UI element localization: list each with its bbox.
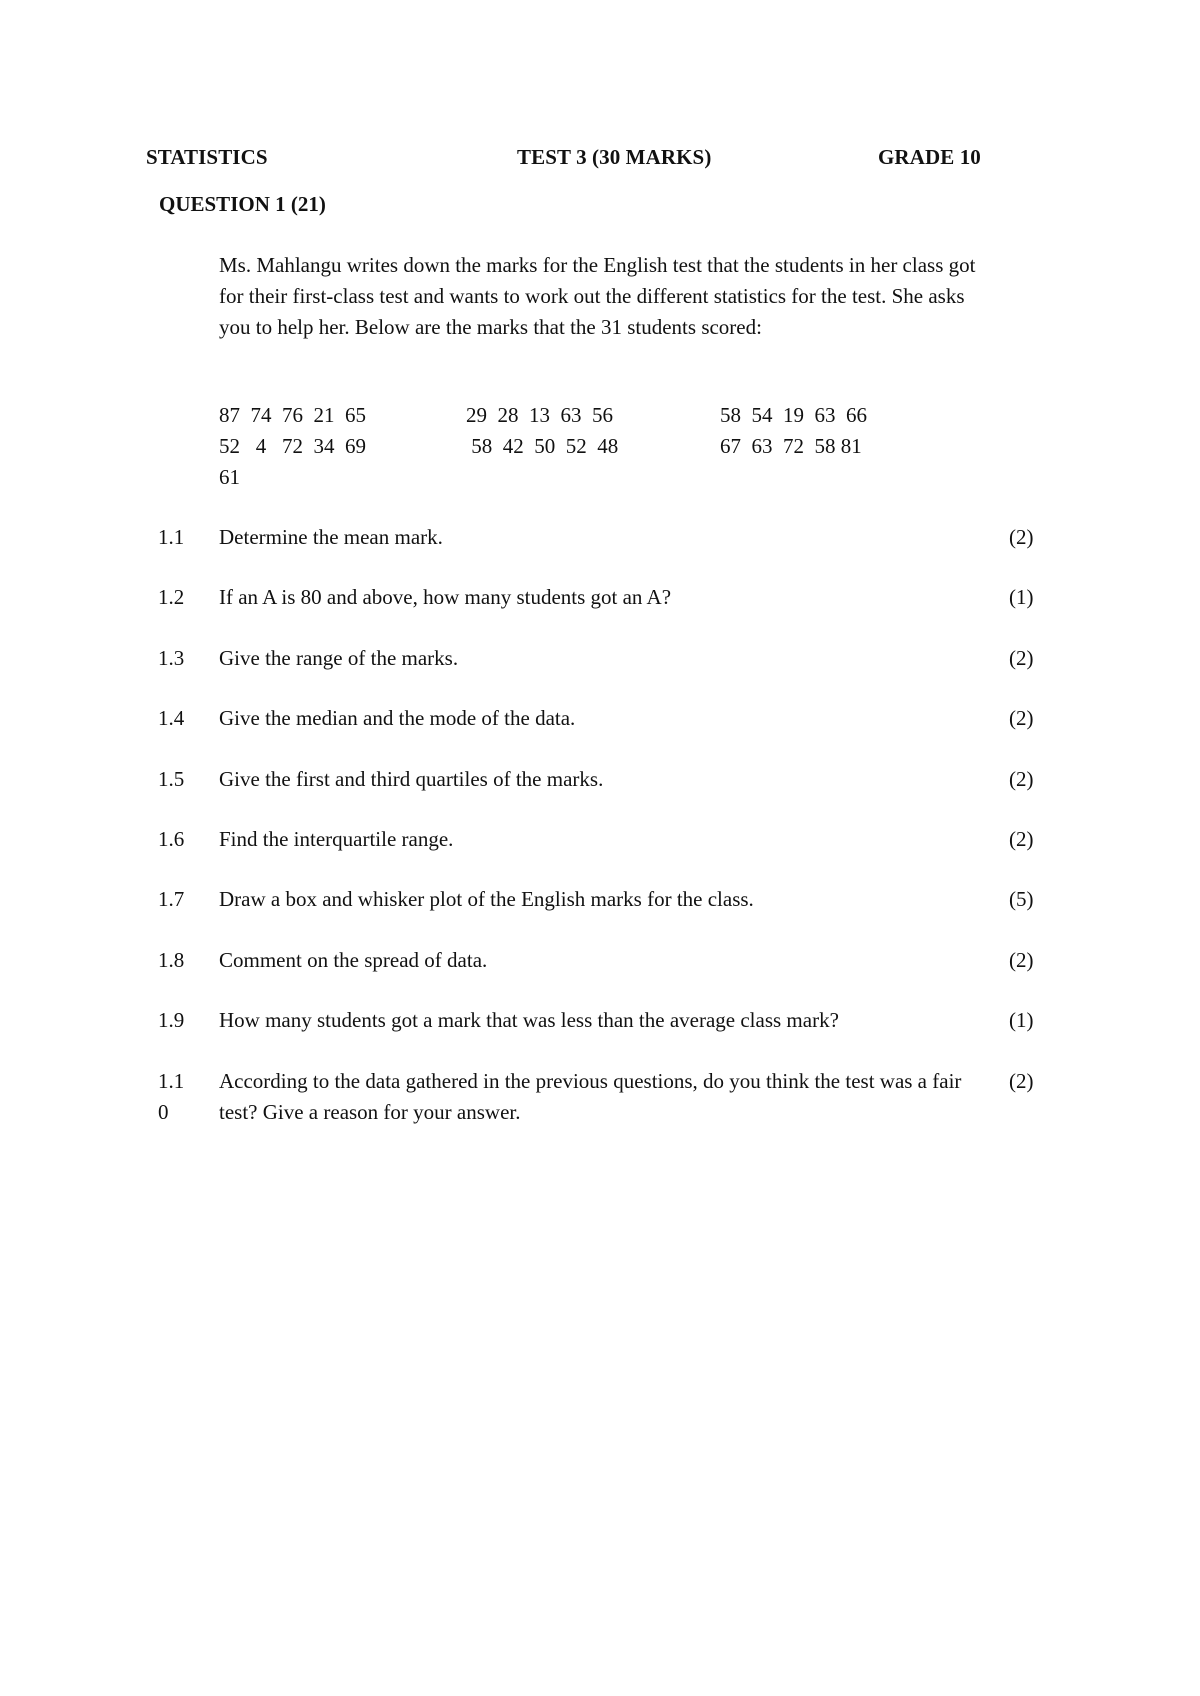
question-marks: (2) [1009,767,1034,791]
question-number: 1.2 [158,585,185,609]
question-text: Give the first and third quartiles of the marks. [219,767,604,791]
question-marks: (1) [1009,1008,1034,1032]
subject-heading: STATISTICS [146,145,268,169]
question-text: Draw a box and whisker plot of the English marks for the class. [219,887,754,911]
question-text: If an A is 80 and above, how many students got an A? [219,585,672,609]
question-marks: (2) [1009,948,1034,972]
question-text: According to the data gathered in the previous questions, do you think the test was a fair test? Give a reason for your answer. [219,1069,962,1124]
marks-group: 58 54 19 63 66 [720,403,867,427]
test-heading: TEST 3 (30 MARKS) [517,145,712,169]
question-text: How many students got a mark that was less than the average class mark? [219,1008,839,1032]
question-number: 1.5 [158,767,185,791]
question-number: 1.1 0 [158,1069,185,1124]
question-number: 1.8 [158,948,185,972]
question-marks: (2) [1009,646,1034,670]
question-intro: Ms. Mahlangu writes down the marks for the English test that the students in her class got for their first-class test and wants to work out the different statistics for the test. She asks you to help her. Below are the marks that the 31 students scored: [219,253,976,339]
grade-heading: GRADE 10 [878,145,981,169]
question-marks: (2) [1009,525,1034,549]
question-heading: QUESTION 1 (21) [159,192,326,216]
question-number: 1.3 [158,646,185,670]
question-text: Give the median and the mode of the data. [219,706,576,730]
marks-group: 67 63 72 58 81 [720,434,862,458]
question-number: 1.9 [158,1008,185,1032]
question-marks: (5) [1009,887,1034,911]
question-number: 1.6 [158,827,185,851]
question-text: Find the interquartile range. [219,827,454,851]
question-marks: (2) [1009,1069,1034,1093]
question-marks: (2) [1009,706,1034,730]
question-marks: (1) [1009,585,1034,609]
question-text: Comment on the spread of data. [219,948,488,972]
question-text: Determine the mean mark. [219,525,443,549]
question-number: 1.1 [158,525,185,549]
question-marks: (2) [1009,827,1034,851]
marks-group: 58 42 50 52 48 [466,434,619,458]
marks-group: 29 28 13 63 56 [466,403,613,427]
question-number: 1.4 [158,706,185,730]
question-text: Give the range of the marks. [219,646,459,670]
marks-group: 61 [219,465,240,489]
marks-group: 87 74 76 21 65 [219,403,366,427]
marks-group: 52 4 72 34 69 [219,434,366,458]
question-number: 1.7 [158,887,185,911]
